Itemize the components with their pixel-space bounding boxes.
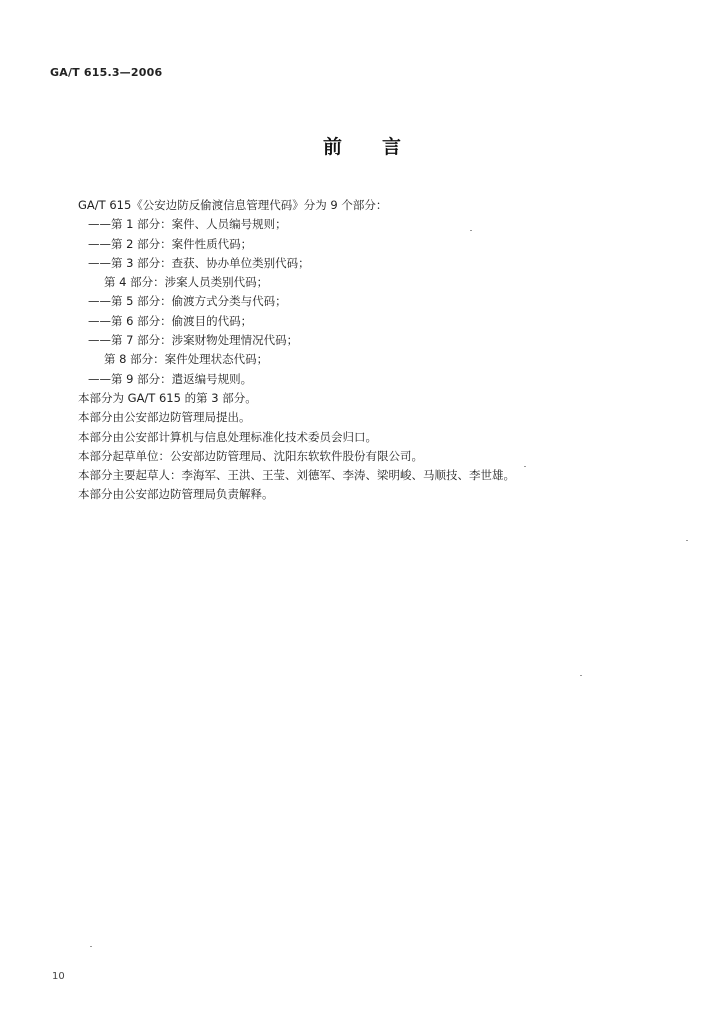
statement-paragraph: 本部分主要起草人：李海军、王洪、王莹、刘德军、李涛、梁明峻、马顺技、李世雄。 — [78, 468, 515, 483]
part-list-item: ——第 1 部分：案件、人员编号规则； — [88, 217, 287, 232]
foreword-body — [78, 196, 678, 505]
part-list-item: ——第 3 部分：查获、协办单位类别代码； — [88, 255, 310, 270]
part-list-item: 第 8 部分：案件处理状态代码； — [104, 352, 269, 367]
part-list-item: ——第 6 部分：偷渡目的代码； — [88, 313, 253, 328]
part-list-item: ——第 7 部分：涉案财物处理情况代码； — [88, 333, 299, 348]
document-code-header: GA/T 615.3—2006 — [50, 66, 163, 79]
intro-paragraph: GA/T 615《公安边防反偷渡信息管理代码》分为 9 个部分： — [78, 198, 388, 212]
scan-speck — [580, 675, 582, 676]
part-list-item: ——第 9 部分：遣返编号规则。 — [88, 371, 253, 386]
statement-paragraph: 本部分由公安部边防管理局负责解释。 — [78, 487, 274, 502]
statement-paragraph: 本部分由公安部边防管理局提出。 — [78, 410, 251, 425]
statement-paragraph: 本部分为 GA/T 615 的第 3 部分。 — [78, 390, 257, 405]
page-title: 前言 — [322, 136, 441, 158]
scan-speck — [470, 230, 472, 231]
statement-paragraph: 本部分起草单位：公安部边防管理局、沈阳东软软件股份有限公司。 — [78, 448, 423, 463]
scan-speck — [524, 466, 526, 467]
statement-paragraph: 本部分由公安部计算机与信息处理标准化技术委员会归口。 — [78, 429, 377, 444]
part-list-item: ——第 2 部分：案件性质代码； — [88, 236, 253, 251]
scan-speck — [90, 946, 92, 947]
scan-speck — [686, 540, 688, 541]
part-list-item: ——第 5 部分：偷渡方式分类与代码； — [88, 294, 287, 309]
page-number: 10 — [52, 971, 65, 982]
part-list-item: 第 4 部分：涉案人员类别代码； — [104, 275, 269, 290]
